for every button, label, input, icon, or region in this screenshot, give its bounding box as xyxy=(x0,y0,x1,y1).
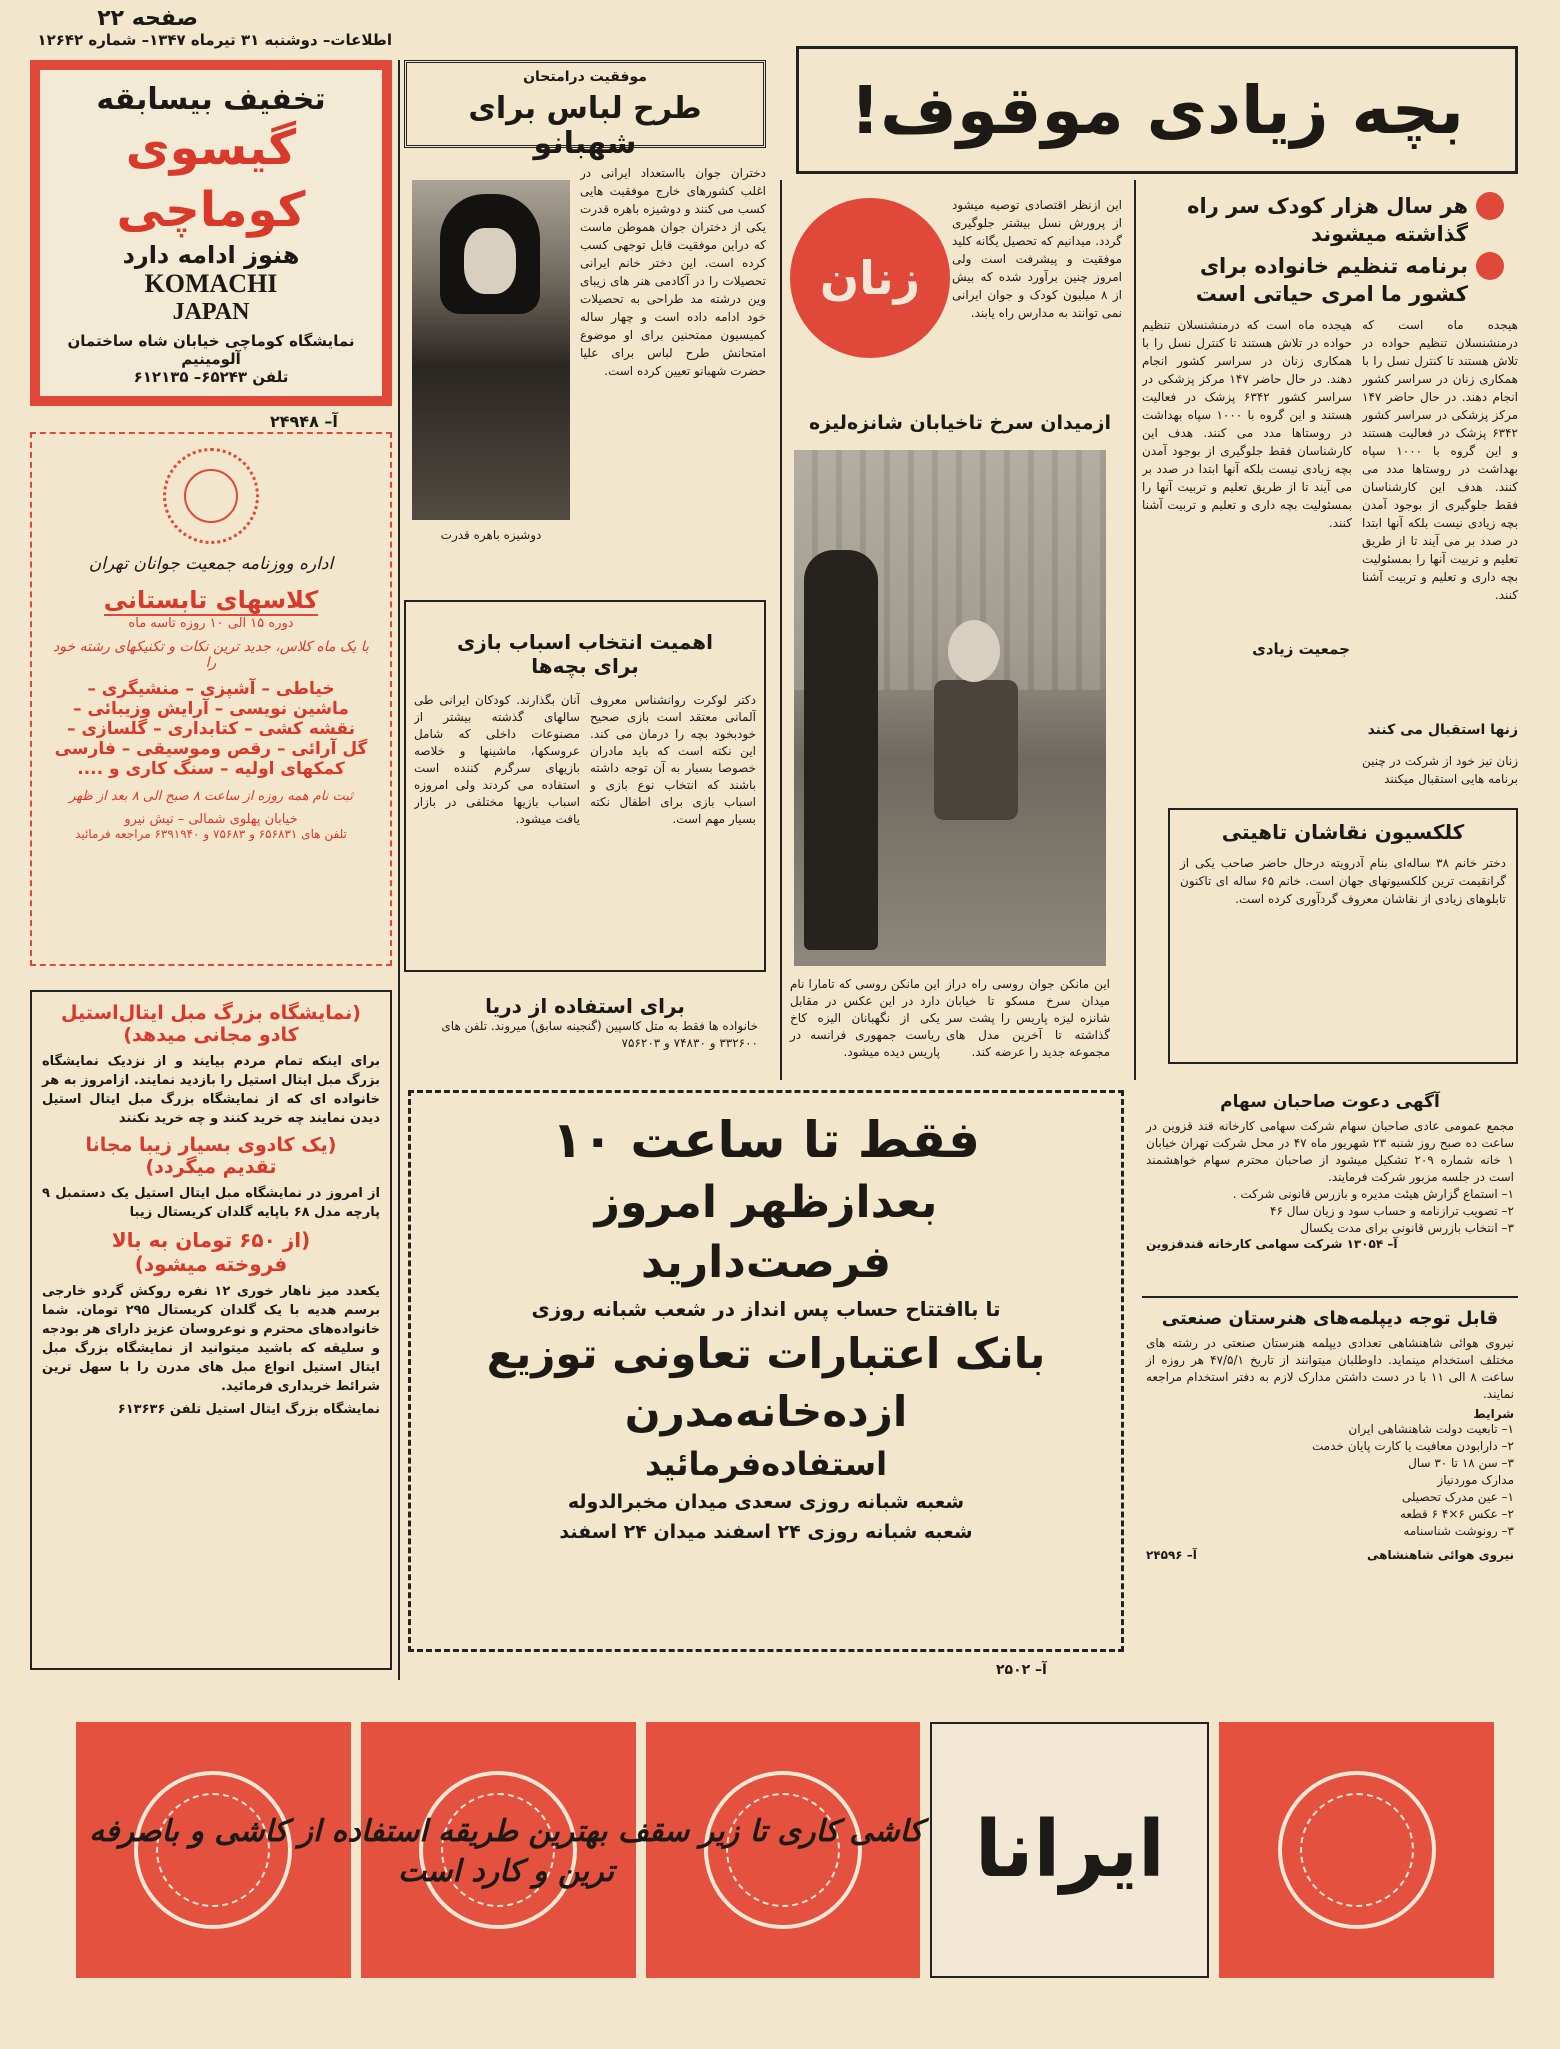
condition-4: مدارک موردنیاز xyxy=(1437,1473,1514,1487)
bank-line3: فرصت‌دارید xyxy=(640,1237,892,1288)
champs-cap-right: این مانکن جوان روسی راه دراز میدان سرخ مسکو تا خیابان شانزه لیزه پاریس را پشت سر گذاشته تا آخرین مدل های مجموعه جدید را عرضه کند. xyxy=(946,977,1110,1059)
toys-col-right: دکتر لوکرت روانشناس معروف آلمانی معتقد است بازی صحیح خودبخود بچه را درمان می کند. این نکته است که باید مادران خصوصا بسیار به آن توجه داشته باشند که انتخاب نوع بازی و اسباب بازی برای اطفال نکته بسیار مهم است. xyxy=(590,693,756,826)
classes-ad xyxy=(30,432,392,966)
gisoo-phone: تلفن ۶۵۲۴۳– ۶۱۲۱۳۵ xyxy=(133,368,289,386)
paper-info: اطلاعات– دوشنبه ۳۱ تیرماه ۱۳۴۷– شماره ۱۲۶۴۲ xyxy=(37,31,392,49)
classes-course-0: خیاطی – آشپزی – منشیگری – xyxy=(87,679,335,699)
model-dress-icon xyxy=(934,680,1018,820)
gisoo-en1: KOMACHI xyxy=(144,269,278,298)
gisoo-line2: هنوز ادامه دارد xyxy=(122,241,300,269)
bullet-text-2: برنامه تنظیم خانواده برای کشور ما امری حیاتی است xyxy=(1195,254,1468,306)
shahbanu-body: دختران جوان بااستعداد ایرانی در اغلب کشورهای خارج موفقیت هایی کسب می کنند و دوشیزه باهره قدرت یکی از دختران جوان هموطن ماست که دراین موفقیت قابل توجهی کسب کرده است. این دختر خانم ایرانی تحصیلات را در آکادمی هنر های زیبای وین درشته مد طراحی به تحصیلات خود ادامه داده است و چهار ساله کمیسیون ممتحنین برای او موضوع امتحانش طرح لباس برای علیا حضرت شهبانو تعیین کرده است. xyxy=(580,166,766,378)
shahbanu-photo xyxy=(412,180,570,520)
bullet-2 xyxy=(1158,252,1504,308)
condition-1: ۱– تابعیت دولت شاهنشاهی ایران xyxy=(1348,1422,1514,1436)
model-head-icon xyxy=(948,620,1000,682)
column-rule xyxy=(1134,180,1136,1080)
tile-inner-ornament-icon xyxy=(1300,1793,1414,1907)
toys-box xyxy=(404,600,766,972)
gisoo-address: نمایشگاه کوماچی خیابان شاه ساختمان آلومینیم xyxy=(67,332,355,368)
classes-course-1: ماشین نویسی – آرایش وزیبائی – xyxy=(73,699,349,719)
champs-cap-left: این مانکن روسی که تامارا نام دارد در این عکس در مقابل یکی از نگهبانان الیزه کاخ ریاست جمهوری فرانسه در پاریس دیده میشود. xyxy=(790,977,940,1059)
emblem-icon xyxy=(184,469,238,523)
shareholders-box xyxy=(1142,1088,1518,1288)
italsteel-highlight2: تقدیم میگردد) xyxy=(145,1156,277,1178)
main-body-col2: هیجده ماه است که درمنشنسلان تنظیم حواده در تلاش هستند تا کنترل نسل را با همکاری زنان در سراسر کشور انجام دهند. در حال حاضر ۱۴۷ مرکز پزشکی در سراسر کشور ۶۳۴۲ پزشک در فعالیت هستند و این گروه با ۱۰۰۰ سپاه بهداشت در روستاها مدد می کنند. هدف این کارشناسان فقط جلوگیری از بوجود آمدن بچه زیادی نیست بلکه آنها ابتدا در صدد بر می آیند تا از طریق تعلیم و تربیت آنها را بمسئولیت بچه داری و تعلیم و تربیت آشنا کنند. xyxy=(1362,318,1518,602)
champs-photo xyxy=(794,450,1106,966)
bullet-dot-icon xyxy=(1476,252,1504,280)
classes-phone: تلفن های ۶۵۶۸۳۱ و ۷۵۶۸۳ و ۶۳۹۱۹۴۰ مراجعه فرمائید xyxy=(75,827,347,841)
gisoo-brand: گیسوی کوماچی xyxy=(116,120,306,238)
classes-emblem xyxy=(163,448,259,544)
condition-5: ۱– عین مدرک تحصیلی xyxy=(1401,1490,1514,1504)
airforce-footer: نیروی هوائی شاهنشاهی xyxy=(1367,1548,1514,1562)
irana-brand-tile xyxy=(930,1722,1209,1978)
irana-slogan: کاشی کاری تا زیر سقف بهترین طریقه استفاده از کاشی و باصرفه ترین و کارد است xyxy=(89,1814,923,1889)
guard-icon xyxy=(804,550,878,950)
sea-box xyxy=(404,990,766,1074)
airforce-title: قابل توجه دیپلمه‌های هنرستان صنعتی xyxy=(1161,1308,1499,1329)
classes-course-2: نقشه کشی – کتابداری – گلسازی – xyxy=(66,719,356,739)
toys-title: اهمیت انتخاب اسباب بازی xyxy=(456,630,714,654)
main-headline: بچه زیادی موقوف! xyxy=(850,71,1464,149)
classes-course-3: گل آرائی – رقص وموسیقی – فارسی xyxy=(54,739,368,759)
bank-branch2: شعبه شبانه روزی ۲۴ اسفند میدان ۲۴ اسفند xyxy=(559,1521,973,1543)
gisoo-en2: JAPAN xyxy=(172,299,250,325)
bank-line5: بانک اعتبارات تعاونی توزیع xyxy=(486,1329,1046,1378)
classes-course-4: کمکهای اولیه – سنگ کاری و .... xyxy=(77,759,345,779)
italsteel-price: (از ۶۵۰ تومان به بالا xyxy=(111,1228,311,1252)
bullet-dot-icon xyxy=(1476,192,1504,220)
italsteel-highlight1: (یک کادوی بسیار زیبا مجانا xyxy=(85,1134,337,1156)
classes-org: اداره ووزنامه جمعیت جوانان تهران xyxy=(88,554,334,574)
airforce-code: آ– ۲۴۵۹۶ xyxy=(1146,1548,1197,1562)
italsteel-title2: کادو مجانی میدهد) xyxy=(123,1024,299,1046)
shahbanu-title-box xyxy=(404,60,766,161)
bank-line4: تا باافتتاح حساب پس انداز در شعب شبانه روزی xyxy=(531,1297,1001,1321)
gisoo-code: آ– ۲۴۹۴۸ xyxy=(270,412,338,431)
bullet-1 xyxy=(1158,192,1504,248)
irana-brand: ایرانا xyxy=(974,1805,1165,1895)
shahbanu-caption: دوشیزه باهره قدرت xyxy=(440,528,542,542)
classes-period: دوره ۱۵ الی ۱۰ روزه تاسه ماه xyxy=(128,616,294,631)
sea-title: برای استفاده از دریا xyxy=(485,994,685,1018)
shareholders-title: آگهی دعوت صاحبان سهام xyxy=(1220,1092,1440,1112)
zanan-text: این ازنظر اقتصادی توصیه میشود از پرورش نسل بیشتر جلوگیری گردد. میدانیم که تحصیل یگانه کلید موفقیت و پیشرفت است ولی امروز چنین برآورد شده که بیش از ۸ میلیون کودک و جوان ایرانی نمی توانند به مدارس راه یابند. xyxy=(952,198,1122,320)
bank-line1: فقط تا ساعت ۱۰ xyxy=(551,1111,981,1169)
champs-title: ازمیدان سرخ تاخیابان شانزه‌لیزه xyxy=(809,412,1111,434)
page-number: صفحه ۲۲ xyxy=(97,6,198,31)
main-headline-box xyxy=(796,46,1518,174)
italsteel-ad xyxy=(30,990,392,1670)
sea-text: خانواده ها فقط به متل کاسپین (گنجینه سابق) میروند. تلفن های ۳۳۲۶۰۰ و ۷۴۸۳۰ و ۷۵۶۲۰۳ xyxy=(441,1019,758,1050)
shahbanu-kicker: موفقیت درامتحان xyxy=(523,69,647,85)
shareholders-sign: آ– ۱۳۰۵۴ شرکت سهامی کارخانه قندقزوین xyxy=(1146,1237,1398,1251)
italsteel-text2: از امروز در نمایشگاه مبل ایتال استیل یک دستمبل ۹ پارچه مدل ۶۸ باپایه گلدان کریستال زیبا xyxy=(42,1186,380,1220)
classes-title: کلاسهای تابستانی xyxy=(103,586,319,614)
agenda-item-2: ۲– تصویب ترازنامه و حساب سود و زیان سال ۴۶ xyxy=(1270,1204,1514,1218)
column-rule xyxy=(398,60,400,1680)
toys-col-left: آنان بگذارند. کودکان ایرانی طی سالهای گذشته بیشتر از مصنوعات داخلی که شامل عروسکها، ماشینها و خلاصه بازیهای سرگرم کننده است استفاده می کردند ولی امروزه اسباب بازیها مختلفی در بازار یافت میشود. xyxy=(414,693,580,826)
zanan-logo-text: زنان xyxy=(819,251,921,305)
airforce-conditions-label: شرایط xyxy=(1473,1407,1514,1421)
bank-code: آ– ۲۵۰۲ xyxy=(996,1662,1047,1678)
zanan-logo xyxy=(790,198,950,358)
bank-line7: استفاده‌فرمائید xyxy=(644,1445,888,1483)
bank-ad xyxy=(408,1090,1124,1652)
tahiti-title: کلکسیون نقاشان تاهیتی xyxy=(1221,820,1465,844)
tahiti-text: دختر خانم ۳۸ ساله‌ای بنام آدرویته درحال حاضر صاحب یکی از گرانقیمت ترین کلکسیونهای جهان است. خانم ۶۵ ساله ای تاکنون تابلوهای زیادی از نقاشان معروف گردآوری کرده است. xyxy=(1180,856,1506,906)
gisoo-line1: تخفیف بیسابقه xyxy=(96,82,326,117)
condition-6: ۲– عکس ۶×۴ ۶ قطعه xyxy=(1399,1507,1514,1521)
italsteel-sold: فروخته میشود) xyxy=(134,1252,288,1276)
shahbanu-title: طرح لباس برای شهبانو xyxy=(468,91,702,161)
bank-line6: ازده‌خانه‌مدرن xyxy=(624,1387,908,1436)
gisoo-ad xyxy=(30,60,392,406)
condition-2: ۲– دارابودن معافیت یا کارت پایان خدمت xyxy=(1311,1439,1514,1453)
italsteel-title: (نمایشگاه بزرگ مبل ایتال‌استیل xyxy=(61,1002,361,1024)
subhead-women: زنها استقبال می کنند xyxy=(1367,722,1518,738)
tahiti-box xyxy=(1168,808,1518,1064)
airforce-box xyxy=(1142,1296,1518,1686)
portrait-face-icon xyxy=(464,228,516,294)
irana-ad xyxy=(76,1722,1494,1978)
bank-branch1: شعبه شبانه روزی سعدی میدان مخبرالدوله xyxy=(567,1491,965,1513)
italsteel-text1: برای اینکه تمام مردم بیایند و از نزدیک نمایشگاه بزرگ مبل ایتال استیل را بازدید نمایند. ازامروز به هر خانواده ای که از نمایشگاه بزرگ مبل ایتال استیل دیدن نمایند چه خرید کنند و چه خرید نکنند xyxy=(42,1054,380,1126)
italsteel-address: نمایشگاه بزرگ ایتال استیل تلفن ۶۱۳۶۳۶ xyxy=(117,1402,380,1417)
bullet-text-1: هر سال هزار کودک سر راه گذاشته میشوند xyxy=(1187,194,1468,246)
classes-address: خیابان پهلوی شمالی – تیش نیرو xyxy=(124,812,298,827)
condition-3: ۳– سن ۱۸ تا ۳۰ سال xyxy=(1408,1456,1514,1470)
agenda-item-3: ۳– انتخاب بازرس قانونی برای مدت یکسال xyxy=(1300,1221,1514,1235)
women-text: زنان نیز خود از شرکت در چنین برنامه هایی استقبال میکنند xyxy=(1362,754,1518,786)
airforce-text: نیروی هوائی شاهنشاهی تعدادی دیپلمه هنرستان صنعتی در رشته های مختلف استخدام مینماید. داوطلبان میتوانند از تاریخ ۴۷/۵/۱ هر روزه از ساعت ۸ الی ۱۱ با در دست داشتن مدارک لازم به دفتر استخدام مراجعه نمایند. xyxy=(1146,1336,1515,1401)
column-rule xyxy=(780,180,782,1080)
bank-line2: بعدازظهر امروز xyxy=(594,1177,938,1228)
main-body: هیجده ماه است که درمنشنسلان تنظیم حواده در تلاش هستند تا کنترل نسل را با همکاری زنان در سراسر کشور انجام دهند. در حال حاضر ۱۴۷ مرکز پزشکی در سراسر کشور ۶۳۴۲ پزشک در فعالیت هستند و این گروه با ۱۰۰۰ سپاه بهداشت در روستاها مدد می کنند. هدف این کارشناسان فقط جلوگیری از بوجود آمدن بچه زیادی نیست بلکه آنها ابتدا در صدد بر می آیند تا از طریق تعلیم و تربیت آنها را بمسئولیت بچه داری و تعلیم و تربیت آشنا کنند. xyxy=(1142,318,1352,530)
classes-note: ثبت نام همه روزه از ساعت ۸ صبح الی ۸ بعد از ظهر xyxy=(69,789,353,804)
agenda-item-1: ۱– استماع گزارش هیئت مدیره و بازرس قانونی شرکت . xyxy=(1232,1187,1514,1201)
subhead-population: جمعیت زیادی xyxy=(1252,640,1350,658)
toys-subtitle: برای بچه‌ها xyxy=(531,654,639,678)
shareholders-text: مجمع عمومی عادی صاحبان سهام شرکت سهامی کارخانه قند قزوین در ساعت ده صبح روز شنبه ۲۳ شهریور ماه ۴۷ در محل شرکت تهران خیابان ۱ خانه شماره ۲۰۹ تشکیل میشود از صاحبان محترم سهام خواهشمند است در جلسه مزبور شرکت فرمایند. xyxy=(1146,1119,1515,1184)
italsteel-text3: یکعدد میز ناهار خوری ۱۲ نفره روکش گردو خارجی برسم هدیه با یک گلدان کریستال ۲۹۵ تومان. شما خانواده‌های محترم و نوعروسان عزیز دارای هر بودجه و سلیقه که باشید میتوانید از نمایشگاه بزرگ مبل ایتال استیل انواع مبل های مدرن را با سهل ترین شرائط خریداری فرمائید. xyxy=(42,1284,380,1394)
classes-slogan: با یک ماه کلاس، جدید ترین نکات و تکنیکهای رشته خود را xyxy=(53,639,369,671)
condition-7: ۳– رونوشت شناسنامه xyxy=(1403,1524,1514,1538)
irana-tile-1 xyxy=(1219,1722,1494,1978)
